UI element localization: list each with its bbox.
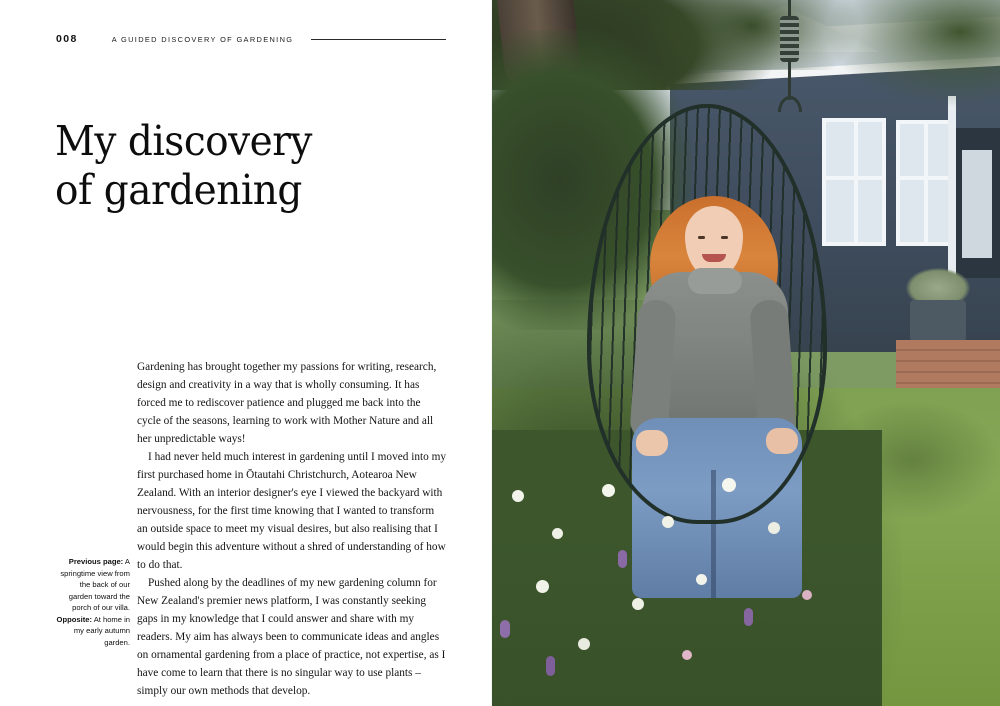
pink-flower: [682, 650, 692, 660]
page-title: [55, 118, 385, 216]
daisy-flower: [662, 516, 674, 528]
salvia-flower: [744, 608, 753, 626]
house-window: [822, 118, 886, 246]
pink-flower: [802, 590, 812, 600]
page-title-line-1: My discovery: [55, 118, 312, 166]
caption-label-opposite: Opposite:: [56, 614, 92, 624]
daisy-flower: [512, 490, 524, 502]
brick-wall: [896, 340, 1000, 388]
body-paragraph: Pushed along by the deadlines of my new gardening column for New Zealand's premier news platform, I was constantly seeking gaps in my knowledge that I could answer and share with my readers. My aim has always been to communicate ideas and angles on ornamental gardening from a place of practice, not expertise, as I have come to learn that there is no singular way to use plants – simply our own methods that develop.: [137, 577, 446, 698]
window-mullion: [924, 124, 928, 242]
right-page-photo: [492, 0, 1000, 706]
page-number: 008: [56, 33, 78, 45]
chair-chain-lower: [788, 60, 791, 100]
salvia-flower: [500, 620, 510, 638]
body-paragraph: Gardening has brought together my passions for writing, research, design and creativity in a way that is wholly consuming. It has forced me to rediscover patience and plugged me back into the cycle of the seasons, learning to work with Mother Nature and all her unpredictable ways!: [137, 361, 437, 446]
garden-photograph: [492, 0, 1000, 706]
window-transom: [826, 176, 882, 180]
folio-row: [56, 33, 446, 45]
daisy-flower: [722, 478, 736, 492]
daisy-flower: [552, 528, 563, 539]
header-rule: [311, 39, 446, 40]
page-title-line-2: of gardening: [55, 166, 302, 215]
chair-spring: [780, 16, 799, 62]
salvia-flower: [546, 656, 555, 676]
porch-doorway: [962, 150, 992, 258]
caption-label-previous: Previous page:: [68, 557, 124, 566]
daisy-flower: [578, 638, 590, 650]
caption-text-opposite: At home in my early autumn garden.: [73, 614, 130, 647]
window-transom: [900, 176, 948, 180]
caption-text-previous: A springtime view from the back of our garden toward the porch of our villa.: [60, 557, 130, 613]
running-head: A GUIDED DISCOVERY OF GARDENING: [111, 34, 294, 44]
salvia-flower: [618, 550, 627, 568]
body-paragraph: I had never held much interest in gardening until I moved into my first purchased home in Ōtautahi Christchurch, Aotearoa New Zealand. With an interior designer's eye I viewed the backyard with nervousness, for the first time knowing that I wanted to transform an outside space to meet my visual desires, but also realising that I would begin this adventure without a shred of understanding of how to do that.: [137, 451, 447, 572]
porch-post: [948, 96, 956, 296]
body-text-column: [137, 358, 447, 700]
overhanging-branch: [820, 0, 1000, 110]
foreground-flowers: [492, 470, 912, 706]
daisy-flower: [696, 574, 707, 585]
photo-caption: [56, 556, 130, 648]
daisy-flower: [602, 484, 615, 497]
window-mullion: [854, 122, 858, 242]
daisy-flower: [536, 580, 549, 593]
house-window: [896, 120, 952, 246]
daisy-flower: [768, 522, 780, 534]
daisy-flower: [632, 598, 644, 610]
left-page: [0, 0, 492, 706]
